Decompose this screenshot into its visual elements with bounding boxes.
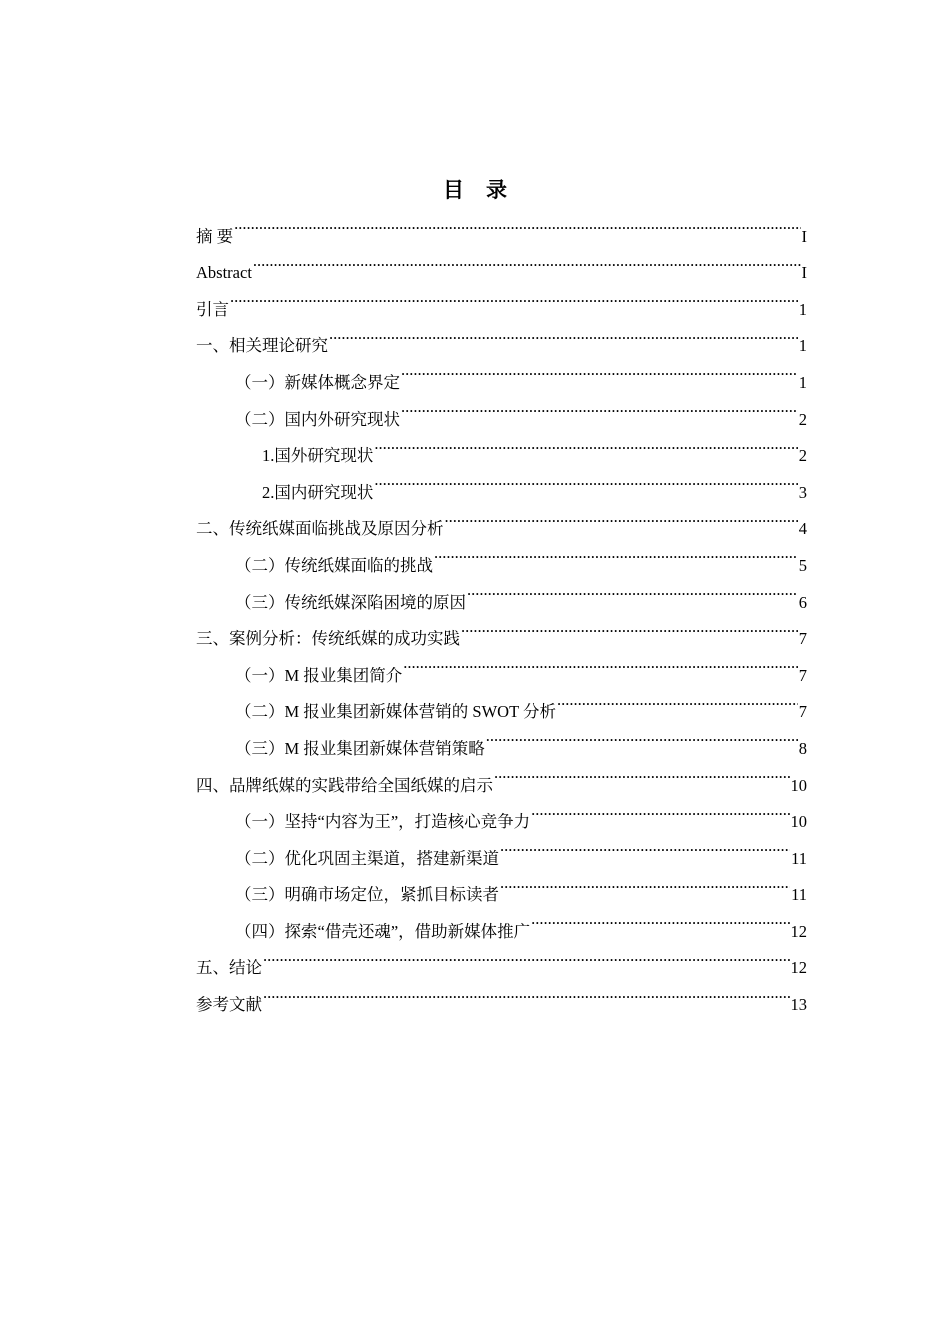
- toc-entry-label: 三、案例分析：传统纸媒的成功实践: [196, 629, 460, 649]
- toc-entry-page-number: 13: [790, 995, 807, 1015]
- toc-entry-page-number: 7: [798, 665, 807, 685]
- toc-dot-leader: [434, 534, 798, 571]
- toc-entry-page-number: 11: [791, 885, 807, 905]
- toc-entry-page-number: 12: [790, 958, 807, 978]
- toc-entry-label: 二、传统纸媒面临挑战及原因分析: [196, 519, 444, 539]
- toc-entry-page-number: I: [801, 226, 807, 246]
- toc-entry-page-number: 6: [798, 592, 807, 612]
- toc-dot-leader: [263, 937, 790, 974]
- toc-entry-label: （三）明确市场定位，紧抓目标读者: [235, 885, 499, 905]
- table-of-contents: [196, 205, 807, 1015]
- toc-dot-leader: [445, 498, 798, 535]
- toc-entry-label: （三）M 报业集团新媒体营销策略: [235, 738, 485, 758]
- toc-entry-label: 2.国内研究现状: [262, 482, 374, 502]
- toc-entry[interactable]: [196, 242, 807, 283]
- toc-dot-leader: [531, 900, 789, 937]
- toc-entry-label: 1.国外研究现状: [262, 446, 374, 466]
- toc-dot-leader: [467, 571, 798, 608]
- toc-entry-page-number: 3: [798, 482, 807, 502]
- toc-entry-page-number: 11: [791, 848, 807, 868]
- toc-entry[interactable]: [196, 278, 807, 319]
- toc-entry-label: （三）传统纸媒深陷困境的原因: [235, 592, 466, 612]
- toc-dot-leader: [486, 717, 798, 754]
- toc-entry-page-number: 10: [790, 812, 807, 832]
- toc-dot-leader: [500, 827, 790, 864]
- toc-dot-leader: [461, 608, 798, 645]
- toc-entry-label: （四）探索“借壳还魂”，借助新媒体推广: [235, 921, 531, 941]
- toc-entry-label: （二）传统纸媒面临的挑战: [235, 555, 433, 575]
- toc-title-char-1: 目: [443, 178, 464, 202]
- toc-entry-page-number: I: [801, 263, 807, 283]
- toc-dot-leader: [494, 754, 790, 791]
- toc-title: [0, 174, 950, 204]
- toc-entry-label: 一、相关理论研究: [196, 336, 328, 356]
- toc-entry[interactable]: [196, 973, 807, 1015]
- toc-dot-leader: [329, 315, 798, 352]
- toc-dot-leader: [263, 973, 790, 1010]
- toc-dot-leader: [253, 242, 801, 279]
- toc-dot-leader: [403, 644, 797, 681]
- toc-entry-page-number: 1: [798, 372, 807, 392]
- toc-entry[interactable]: [196, 937, 807, 978]
- toc-entry-page-number: 2: [798, 446, 807, 466]
- toc-entry-page-number: 7: [798, 629, 807, 649]
- toc-title-char-2: 录: [486, 178, 507, 202]
- toc-entry-page-number: 12: [790, 921, 807, 941]
- toc-entry-page-number: 2: [798, 409, 807, 429]
- toc-dot-leader: [557, 681, 798, 718]
- toc-entry-label: 五、结论: [196, 958, 262, 978]
- toc-entry-label: （一）新媒体概念界定: [235, 372, 400, 392]
- toc-entry-label: （一）坚持“内容为王”，打造核心竞争力: [235, 812, 531, 832]
- toc-dot-leader: [531, 791, 789, 828]
- toc-entry-label: 摘 要: [196, 226, 234, 246]
- toc-entry-page-number: 8: [798, 738, 807, 758]
- toc-entry-page-number: 7: [798, 702, 807, 722]
- toc-dot-leader: [500, 864, 790, 901]
- toc-dot-leader: [234, 205, 800, 242]
- toc-entry-label: Abstract: [196, 263, 252, 283]
- toc-entry-label: （二）优化巩固主渠道，搭建新渠道: [235, 848, 499, 868]
- toc-entry-label: （二）国内外研究现状: [235, 409, 400, 429]
- toc-entry-page-number: 4: [798, 519, 807, 539]
- toc-entry-label: 参考文献: [196, 995, 262, 1015]
- toc-entry-page-number: 5: [798, 555, 807, 575]
- toc-entry[interactable]: [196, 315, 807, 356]
- toc-entry-page-number: 1: [798, 336, 807, 356]
- toc-dot-leader: [401, 351, 798, 388]
- toc-entry-label: （一）M 报业集团简介: [235, 665, 403, 685]
- toc-dot-leader: [374, 425, 797, 462]
- toc-dot-leader: [401, 388, 798, 425]
- toc-entry[interactable]: [196, 205, 807, 246]
- toc-entry-page-number: 1: [798, 299, 807, 319]
- toc-entry-label: （二）M 报业集团新媒体营销的 SWOT 分析: [235, 702, 556, 722]
- toc-entry-page-number: 10: [790, 775, 807, 795]
- toc-entry-label: 引言: [196, 299, 229, 319]
- toc-entry-label: 四、品牌纸媒的实践带给全国纸媒的启示: [196, 775, 493, 795]
- toc-dot-leader: [374, 461, 797, 498]
- toc-dot-leader: [230, 278, 798, 315]
